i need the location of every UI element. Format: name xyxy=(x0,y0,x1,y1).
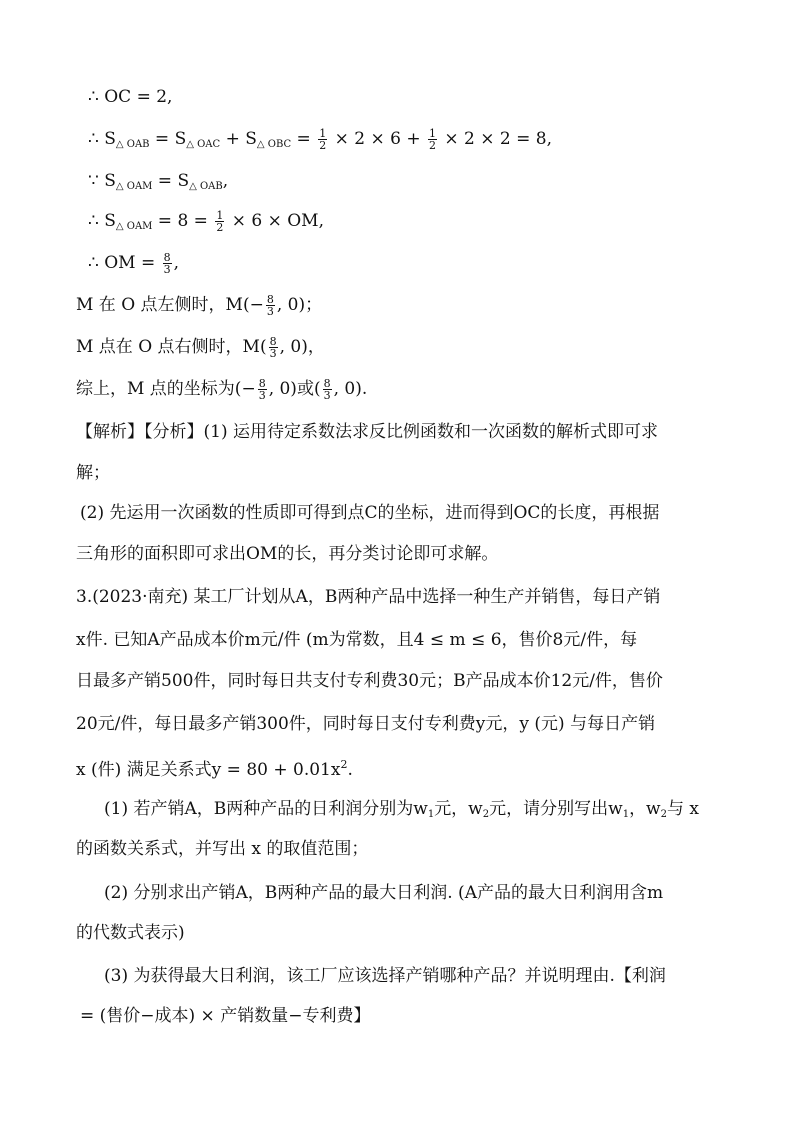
text: . xyxy=(347,760,353,780)
analysis-line-1: 【解析】【分析】(1) 运用待定系数法求反比例函数和一次函数的解析式即可求 xyxy=(76,422,658,442)
subscript: 1 xyxy=(427,809,435,820)
text: × 2 × 6 + xyxy=(329,129,426,149)
fraction xyxy=(163,252,172,275)
fraction xyxy=(258,378,267,401)
subquestion-1-line-1 xyxy=(104,798,699,826)
subscript: △ OAM xyxy=(115,221,153,232)
numerator: 1 xyxy=(429,127,436,140)
numerator: 1 xyxy=(319,127,327,140)
text: = S xyxy=(149,129,187,149)
question-3-line-3: 日最多产销500件，同时每日共支付专利费30元；B产品成本价12元/件，售价 xyxy=(76,671,663,691)
subquestion-3-line-1: (3) 为获得最大日利润，该工厂应该选择产销哪种产品？并说明理由.【利润 xyxy=(104,966,666,986)
subquestion-2-line-1: (2) 分别求出产销A，B两种产品的最大日利润. (A产品的最大日利润用含m xyxy=(104,883,664,903)
numerator: 8 xyxy=(266,293,274,306)
subscript: △ OAB xyxy=(115,139,150,150)
subscript: △ OBC xyxy=(256,139,292,150)
text: 元，w xyxy=(434,799,483,819)
fraction xyxy=(215,210,224,233)
text: × 6 × OM, xyxy=(226,211,324,231)
text: , xyxy=(222,171,229,191)
denominator: 3 xyxy=(163,263,171,276)
subscript: △ OAM xyxy=(115,181,153,192)
line-m-summary xyxy=(76,378,367,401)
fraction xyxy=(318,128,327,151)
text: , 0)或( xyxy=(268,379,321,399)
text: ∴ OM = xyxy=(88,253,161,273)
line-oc: ∴ OC = 2, xyxy=(88,87,173,107)
text: × 2 × 2 = 8, xyxy=(439,129,553,149)
numerator: 8 xyxy=(258,377,266,390)
text: M 在 O 点左侧时，M(− xyxy=(76,295,264,315)
text: = xyxy=(291,129,317,149)
subscript: △ OAC xyxy=(186,139,221,150)
fraction xyxy=(323,378,332,401)
denominator: 2 xyxy=(319,139,327,152)
text: 与 x xyxy=(667,799,699,819)
line-m-right xyxy=(76,336,325,359)
numerator: 8 xyxy=(269,335,277,348)
question-3-line-2: x件. 已知A产品成本价m元/件 (m为常数，且4 ≤ m ≤ 6，售价8元/件，每 xyxy=(76,630,638,650)
subscript: △ OAB xyxy=(189,181,223,192)
numerator: 8 xyxy=(163,251,171,264)
numerator: 8 xyxy=(323,377,331,390)
text: M 点在 O 点右侧时，M( xyxy=(76,337,267,357)
fraction xyxy=(269,336,278,359)
text: = S xyxy=(152,171,190,191)
subquestion-1-line-2: 的函数关系式，并写出 x 的取值范围； xyxy=(76,839,369,859)
denominator: 3 xyxy=(269,347,277,360)
denominator: 3 xyxy=(258,389,266,402)
subscript: 2 xyxy=(482,809,490,820)
fraction xyxy=(428,128,437,151)
denominator: 3 xyxy=(266,305,274,318)
text: ∴ S xyxy=(88,129,116,149)
text: 元，请分别写出w xyxy=(489,799,623,819)
denominator: 2 xyxy=(429,139,436,152)
text: x (件) 满足关系式y = 80 + 0.01x xyxy=(76,760,341,780)
text: ∴ S xyxy=(88,211,116,231)
subscript: 2 xyxy=(660,809,667,820)
question-3-line-4: 20元/件，每日最多产销300件，同时每日支付专利费y元，y (元) 与每日产销 xyxy=(76,714,656,734)
line-m-left xyxy=(76,294,322,317)
subquestion-3-line-2: = (售价−成本) × 产销数量−专利费】 xyxy=(80,1006,371,1026)
text: + S xyxy=(220,129,257,149)
numerator: 1 xyxy=(216,209,224,222)
subquestion-2-line-2: 的代数式表示) xyxy=(76,923,185,943)
text: , 0)； xyxy=(276,295,323,315)
text: = 8 = xyxy=(152,211,214,231)
subscript: 1 xyxy=(622,809,630,820)
text: (1) 若产销A，B两种产品的日利润分别为w xyxy=(104,799,428,819)
denominator: 2 xyxy=(216,221,224,234)
line-area-oam-value xyxy=(88,210,324,238)
superscript: 2 xyxy=(340,758,348,771)
denominator: 3 xyxy=(323,389,331,402)
text: 综上，M 点的坐标为(− xyxy=(76,379,256,399)
line-om xyxy=(88,252,179,275)
line-area-oam-eq xyxy=(88,170,228,198)
analysis-line-3: (2) 先运用一次函数的性质即可得到点C的坐标，进而得到OC的长度，再根据 xyxy=(80,503,660,523)
line-area-oab xyxy=(88,128,552,156)
question-3-line-1: 3.(2023·南充) 某工厂计划从A，B两种产品中选择一种生产并销售，每日产销 xyxy=(76,587,661,607)
fraction xyxy=(266,294,275,317)
question-3-line-5 xyxy=(76,754,353,781)
text: , 0)， xyxy=(279,337,325,357)
text: ∵ S xyxy=(88,171,116,191)
text: ，w xyxy=(629,799,661,819)
text: , 0). xyxy=(333,379,368,399)
analysis-line-4: 三角形的面积即可求出OM的长，再分类讨论即可求解。 xyxy=(76,544,499,564)
text: , xyxy=(173,253,180,273)
analysis-line-2: 解； xyxy=(76,463,110,483)
